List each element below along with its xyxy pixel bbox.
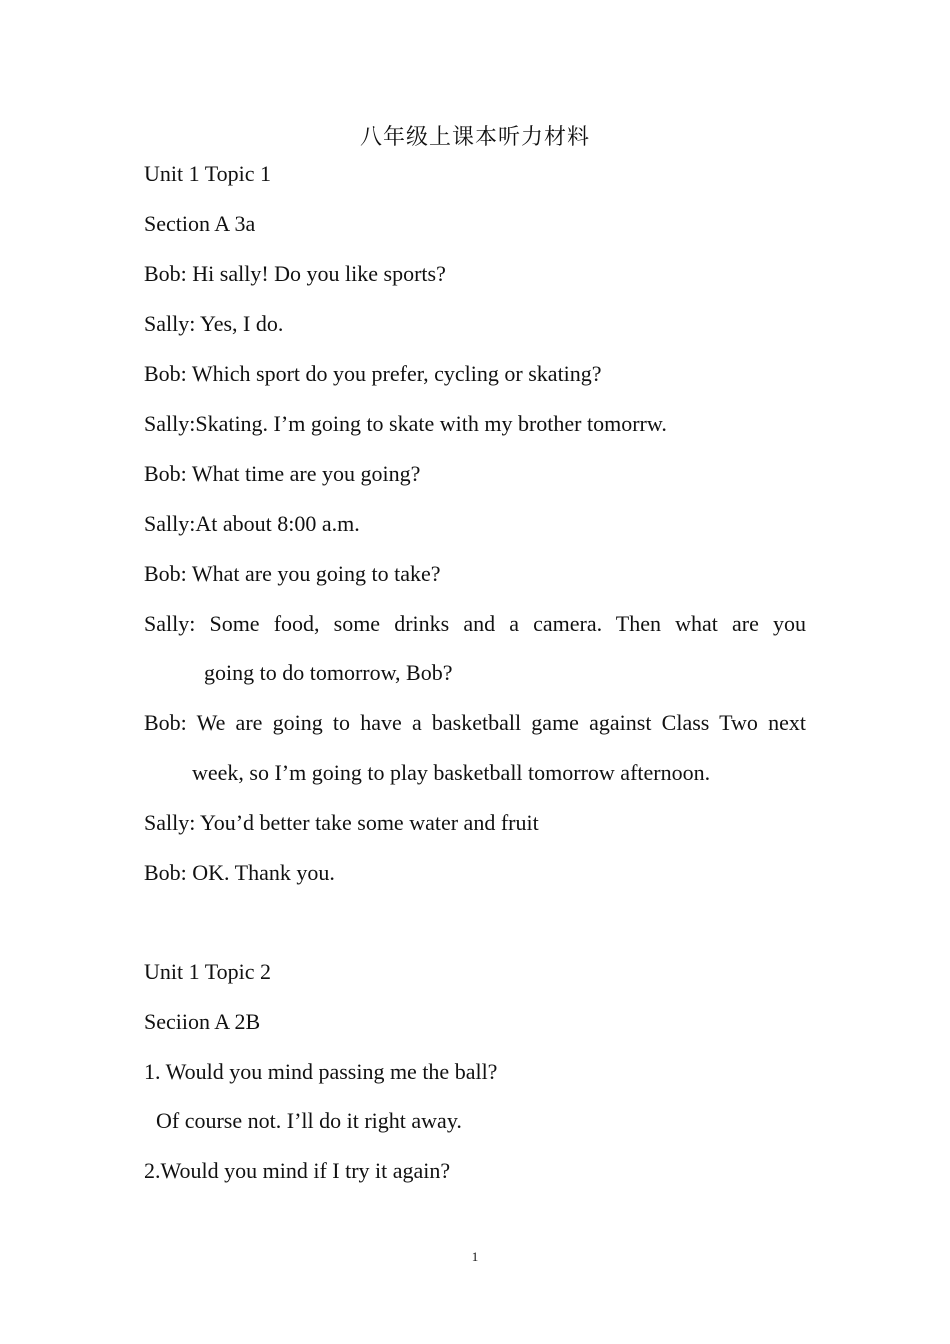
dialogue-line: Sally:Skating. I’m going to skate with my brother tomorrw. <box>144 411 667 436</box>
unit-heading: Unit 1 Topic 2 <box>144 959 271 984</box>
dialogue-line: Bob: Hi sally! Do you like sports? <box>144 261 446 286</box>
dialogue-line: Sally: Some food, some drinks and a camera. Then what are you <box>144 611 806 636</box>
dialogue-line: Bob: We are going to have a basketball game against Class Two next <box>144 710 806 735</box>
dialogue-line: Sally: Yes, I do. <box>144 311 284 336</box>
dialogue-line: Bob: What are you going to take? <box>144 561 441 586</box>
section-heading: Section A 3a <box>144 211 256 236</box>
exercise-answer: Of course not. I’ll do it right away. <box>156 1108 462 1133</box>
exercise-line: 1. Would you mind passing me the ball? <box>144 1059 498 1084</box>
dialogue-line: Bob: OK. Thank you. <box>144 860 335 885</box>
dialogue-line: Sally: You’d better take some water and fruit <box>144 810 539 835</box>
dialogue-line: Bob: What time are you going? <box>144 461 421 486</box>
dialogue-line: Bob: Which sport do you prefer, cycling or skating? <box>144 361 602 386</box>
section-heading: Seciion A 2B <box>144 1009 261 1034</box>
dialogue-line: Sally:At about 8:00 a.m. <box>144 511 360 536</box>
unit-heading: Unit 1 Topic 1 <box>144 161 271 186</box>
exercise-line: 2.Would you mind if I try it again? <box>144 1158 451 1183</box>
document-title: 八年级上课本听力材料 <box>359 124 590 149</box>
dialogue-continuation: going to do tomorrow, Bob? <box>204 660 453 685</box>
page-number: 1 <box>471 1249 479 1264</box>
dialogue-continuation: week, so I’m going to play basketball tomorrow afternoon. <box>192 760 711 785</box>
